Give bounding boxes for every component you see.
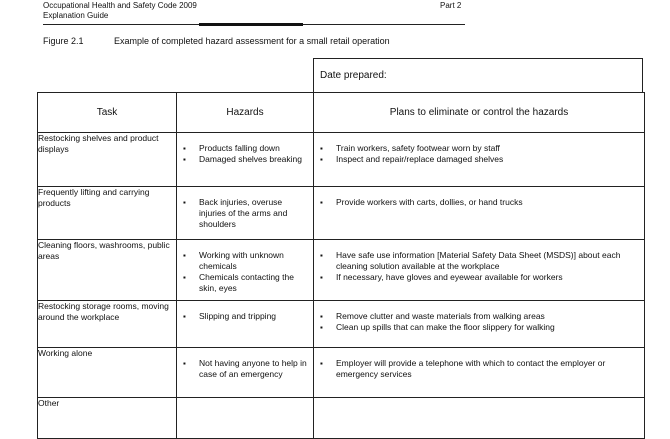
- plans-cell: [314, 398, 645, 439]
- hazards-cell: [177, 240, 314, 301]
- column-header-plans: Plans to eliminate or control the hazards: [314, 93, 645, 133]
- plan-item: ▪ If necessary, have gloves and eyewear available for workers: [320, 272, 640, 283]
- hazards-cell: [177, 348, 314, 398]
- table-row: [38, 187, 645, 240]
- date-prepared-label: Date prepared:: [320, 70, 387, 81]
- date-prepared-box: [313, 58, 643, 92]
- hazard-item: ▪ Chemicals contacting the skin, eyes: [183, 272, 309, 294]
- part-label: Part 2: [440, 1, 462, 10]
- hazards-cell: [177, 398, 314, 439]
- table-row: [38, 348, 645, 398]
- column-header-task: Task: [38, 93, 177, 133]
- task-cell: Other: [38, 398, 177, 439]
- plan-item: ▪ Inspect and repair/replace damaged shelves: [320, 154, 640, 165]
- guide-title: Explanation Guide: [43, 11, 109, 20]
- table-row: [38, 133, 645, 187]
- plan-item: ▪ Provide workers with carts, dollies, or hand trucks: [320, 197, 640, 208]
- hazard-item: ▪ Working with unknown chemicals: [183, 250, 309, 272]
- hazards-cell: [177, 133, 314, 187]
- hazard-item: ▪ Slipping and tripping: [183, 311, 309, 322]
- table-row: [38, 301, 645, 348]
- hazard-item: ▪ Products falling down: [183, 143, 309, 154]
- plan-item: ▪ Have safe use information [Material Safety Data Sheet (MSDS)] about each cleaning solution available at the workplace: [320, 250, 640, 272]
- task-cell: Cleaning floors, washrooms, public areas: [38, 240, 177, 301]
- plans-cell: [314, 187, 645, 240]
- hazard-assessment-table: [37, 92, 645, 439]
- header-accent-bar: [199, 23, 303, 26]
- table-header-row: [38, 93, 645, 133]
- plans-cell: [314, 301, 645, 348]
- table-row: [38, 398, 645, 439]
- plans-cell: [314, 133, 645, 187]
- figure-number: Figure 2.1: [43, 36, 84, 46]
- task-cell: Frequently lifting and carrying products: [38, 187, 177, 240]
- plan-item: ▪ Train workers, safety footwear worn by staff: [320, 143, 640, 154]
- hazard-item: ▪ Back injuries, overuse injuries of the arms and shoulders: [183, 197, 309, 230]
- document-header: [43, 1, 197, 21]
- task-cell: Working alone: [38, 348, 177, 398]
- task-cell: Restocking shelves and product displays: [38, 133, 177, 187]
- plan-item: ▪ Employer will provide a telephone with which to contact the employer or emergency services: [320, 358, 640, 380]
- column-header-hazards: Hazards: [177, 93, 314, 133]
- plans-cell: [314, 348, 645, 398]
- task-cell: Restocking storage rooms, moving around the workplace: [38, 301, 177, 348]
- table-row: [38, 240, 645, 301]
- plan-item: ▪ Clean up spills that can make the floor slippery for walking: [320, 322, 640, 333]
- hazard-item: ▪ Damaged shelves breaking: [183, 154, 309, 165]
- hazards-cell: [177, 301, 314, 348]
- hazards-cell: [177, 187, 314, 240]
- plans-cell: [314, 240, 645, 301]
- figure-caption: Example of completed hazard assessment for a small retail operation: [114, 36, 390, 46]
- hazard-item: ▪ Not having anyone to help in case of an emergency: [183, 358, 309, 380]
- code-title: Occupational Health and Safety Code 2009: [43, 1, 197, 10]
- plan-item: ▪ Remove clutter and waste materials from walking areas: [320, 311, 640, 322]
